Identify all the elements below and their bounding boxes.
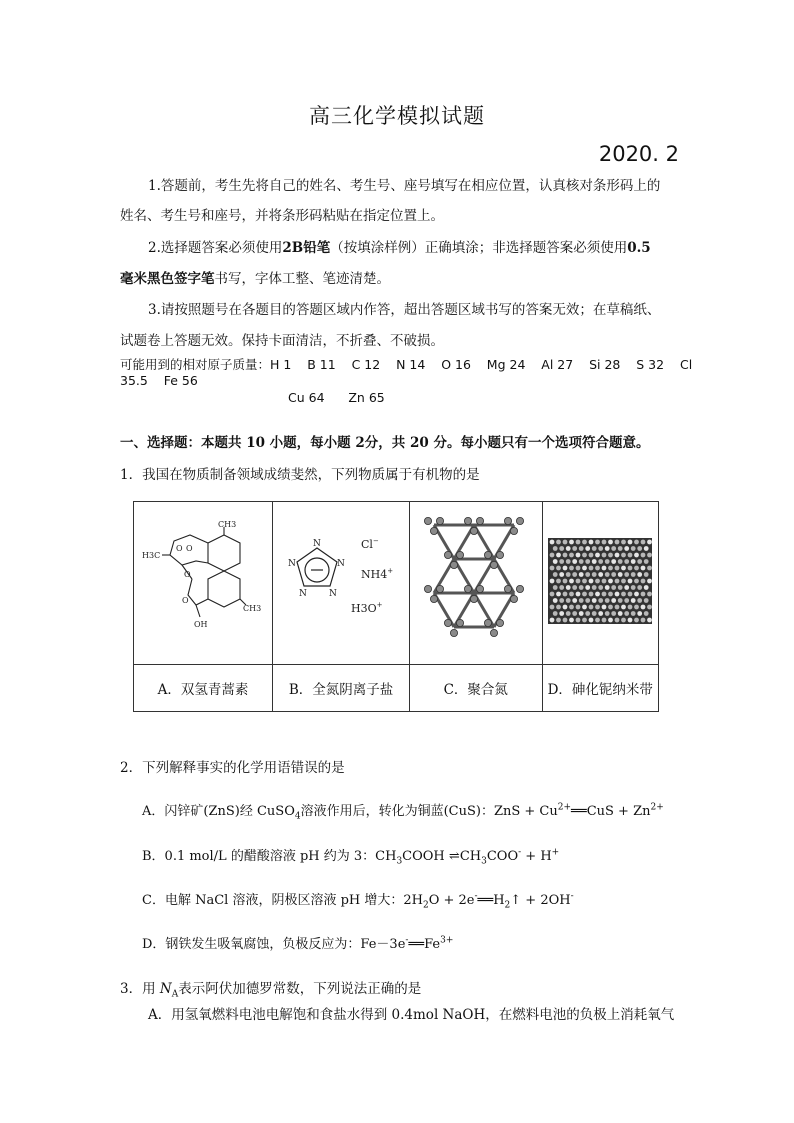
- nitrogen-label-5: N: [288, 559, 296, 569]
- nitrogen-label-3: N: [329, 589, 337, 599]
- option-a-image-cell: [134, 502, 273, 665]
- ch3-right-label: CH3: [243, 604, 262, 613]
- question-3-stem: 3．用 $N_A$表示阿伏加德罗常数，下列说法正确的是: [120, 981, 422, 1000]
- instruction-2-part-f: 书写，字体工整、笔迹清楚。: [214, 271, 390, 287]
- option-d-image-cell: [542, 502, 658, 665]
- oxygen-label-3: O: [184, 570, 191, 579]
- instruction-2-part-e: 毫米黑色签字笔: [120, 271, 215, 287]
- pentazolate-salt-structure-icon: [279, 526, 403, 636]
- polymeric-nitrogen-lattice-icon: [416, 511, 536, 651]
- option-a-label: A．双氢青蒿素: [134, 665, 273, 712]
- ammonium-label: NH4+: [361, 567, 394, 581]
- ch3-top-label: CH3: [218, 521, 237, 529]
- question-2-option-a: A．闪锌矿(ZnS)经 CuSO$_4$溶液作用后，转化为铜蓝(CuS)：ZnS + $Cu^{2+}══CuS + Zn^{2+}$: [142, 802, 664, 822]
- option-b-label: B．全氮阴离子盐: [273, 665, 410, 712]
- section-1-heading: 一、选择题：本题共 10 小题，每小题 2分，共 20 分。每小题只有一个选项符合题意。: [120, 435, 650, 451]
- atomic-masses-line-2: 35.5 Fe 56: [120, 373, 198, 388]
- atomic-masses-line-1: 可能用到的相对原子质量：H 1 B 11 C 12 N 14 O 16 Mg 24 Al 27 Si 28 S 32 Cl: [120, 357, 693, 372]
- instruction-3-line-2: 试题卷上答题无效。保持卡面清洁，不折叠、不破损。: [120, 333, 444, 349]
- option-c-image-cell: [410, 502, 543, 665]
- chloride-label: Cl−: [361, 537, 379, 551]
- instruction-2-line-1: [148, 236, 651, 256]
- nitrogen-label-2: N: [337, 559, 345, 569]
- nitrogen-label-4: N: [299, 589, 307, 599]
- option-c-label: C．聚合氮: [410, 665, 543, 712]
- question-2-option-c: C．电解 NaCl 溶液，阴极区溶液 pH 增大：$2H_2O$ + $2e^-══H_2↑ + 2OH^-$: [142, 891, 574, 911]
- option-b-image-cell: [273, 502, 410, 665]
- oxygen-label-1: O: [176, 544, 183, 553]
- instruction-2-part-c: （按填涂样例）正确填涂；非选择题答案必须使用: [330, 240, 628, 256]
- question-1-stem: 1．我国在物质制备领域成绩斐然，下列物质属于有机物的是: [120, 467, 480, 483]
- oxygen-label-2: O: [186, 544, 193, 553]
- oh-label: OH: [194, 620, 208, 629]
- instruction-2-part-a: 2.选择题答案必须使用: [148, 240, 283, 256]
- dihydroartemisinin-structure-icon: [140, 521, 266, 641]
- hydronium-label: H3O+: [351, 601, 383, 615]
- page-title: 高三化学模拟试题: [309, 104, 485, 128]
- instruction-2-part-b: 2B铅笔: [282, 240, 331, 256]
- h3c-label: H3C: [142, 551, 161, 560]
- question-2-option-b: B．0.1 mol/L 的醋酸溶液 pH 约为 3：$CH_3COOH$ $\rightleftharpoons CH_3COO^- + H^+$: [142, 847, 560, 867]
- instruction-2-line-2: [120, 267, 390, 287]
- instruction-2-part-d: 0.5: [627, 240, 651, 256]
- question-1-options-table: [133, 501, 659, 712]
- question-2-stem: 2．下列解释事实的化学用语错误的是: [120, 760, 345, 776]
- option-d-label: D．砷化铌纳米带: [542, 665, 658, 712]
- exam-date: 2020. 2: [598, 142, 679, 166]
- instruction-3-line-1: 3.请按照题号在各题目的答题区域内作答，超出答题区域书写的答案无效；在草稿纸、: [148, 302, 661, 318]
- atomic-masses-line-3: Cu 64 Zn 65: [288, 390, 385, 405]
- nitrogen-label-1: N: [313, 539, 321, 549]
- question-2-option-d: D．钢铁发生吸氧腐蚀，负极反应为：$Fe-3e^-══Fe^{3+}$: [142, 935, 454, 952]
- nbas-nanoband-image-icon: [548, 538, 652, 624]
- oxygen-label-4: O: [182, 596, 189, 605]
- instruction-1-line-1: 1.答题前，考生先将自己的姓名、考生号、座号填写在相应位置，认真核对条形码上的: [148, 178, 661, 194]
- question-3-option-a: A．用氢氧燃料电池电解饱和食盐水得到 0.4mol NaOH，在燃料电池的负极上消耗氧气: [148, 1007, 675, 1023]
- instruction-1-line-2: 姓名、考生号和座号，并将条形码粘贴在指定位置上。: [120, 208, 444, 224]
